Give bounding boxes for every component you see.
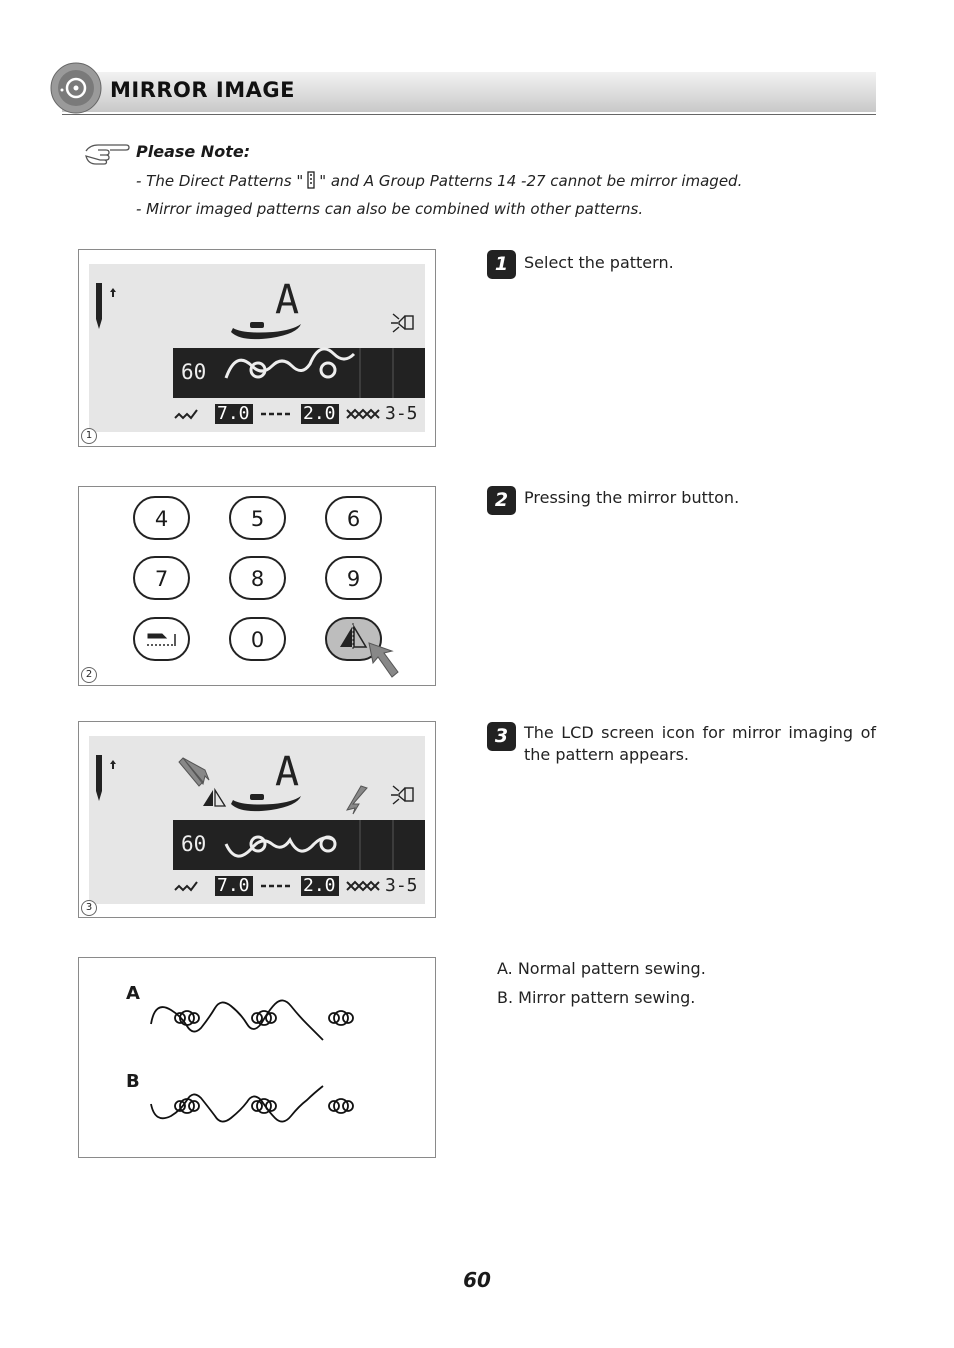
- lcd-pattern-number: 60: [181, 832, 207, 856]
- note-line-2: - Mirror imaged patterns can also be combined with other patterns.: [136, 200, 644, 218]
- step-3-badge: 3: [487, 722, 516, 751]
- figure-keypad: [78, 486, 436, 686]
- key-8-label[interactable]: 8: [250, 567, 265, 591]
- foot-icon: [347, 410, 379, 418]
- figure-lcd-mirror: [78, 721, 436, 918]
- bobbin-icon: [50, 62, 102, 114]
- figure-sewing-results: [78, 957, 436, 1158]
- needle-icon: [96, 283, 116, 329]
- note-line-1-start: - The Direct Patterns ": [136, 172, 304, 190]
- speaker-icon: [391, 314, 413, 332]
- key-7-label[interactable]: 7: [154, 567, 169, 591]
- lcd-group-letter: A: [275, 749, 300, 795]
- figure-lcd-select: [78, 249, 436, 447]
- key-0-label[interactable]: 0: [250, 628, 265, 652]
- lcd-screen-mirror: [89, 736, 425, 904]
- page-title: MIRROR IMAGE: [110, 78, 295, 102]
- lcd-foot-value: 3-5: [385, 875, 418, 896]
- key-direct: [134, 618, 189, 660]
- note-line-1: [136, 171, 742, 190]
- straight-stitch-icon: [306, 171, 316, 189]
- key-5-label[interactable]: 5: [250, 507, 265, 531]
- lcd-width-value: 7.0: [217, 403, 250, 424]
- arrow-to-pattern-icon: [347, 786, 367, 814]
- step-1-text: Select the pattern.: [524, 253, 674, 272]
- result-a-text: A. Normal pattern sewing.: [497, 959, 706, 978]
- step-1-badge: 1: [487, 250, 516, 279]
- key-4-label[interactable]: 4: [154, 507, 169, 531]
- width-stitch-icon: [175, 882, 197, 890]
- step-2-text: Pressing the mirror button.: [524, 488, 740, 507]
- mirror-stitch-sample: [151, 1086, 353, 1122]
- page-number: 60: [463, 1268, 491, 1292]
- lcd-width-value: 7.0: [217, 875, 250, 896]
- key-9-label[interactable]: 9: [346, 567, 361, 591]
- lcd-length-value: 2.0: [303, 875, 336, 896]
- note-line-1-end: " and A Group Patterns 14 -27 cannot be mirror imaged.: [319, 172, 743, 190]
- pattern-display: [173, 820, 425, 870]
- speaker-icon: [391, 786, 413, 804]
- cursor-arrow-icon: [369, 643, 398, 677]
- figure-number-1: 1: [81, 428, 97, 444]
- header-underline: [62, 114, 876, 115]
- arrow-to-mirror-icon: [179, 758, 209, 786]
- lcd-group-letter: A: [275, 277, 300, 323]
- step-3-text: The LCD screen icon for mirror imaging of the pattern appears.: [524, 723, 876, 764]
- label-b: B: [126, 1071, 140, 1092]
- note-title: Please Note:: [136, 142, 251, 161]
- width-stitch-icon: [175, 410, 197, 418]
- lcd-length-value: 2.0: [303, 403, 336, 424]
- lcd-pattern-number: 60: [181, 360, 207, 384]
- label-a: A: [126, 983, 140, 1004]
- normal-stitch-sample: [151, 1000, 353, 1040]
- foot-icon: [347, 882, 379, 890]
- mirror-indicator-icon: [203, 790, 225, 806]
- lcd-foot-value: 3-5: [385, 403, 418, 424]
- step-2-badge: 2: [487, 486, 516, 515]
- presser-foot-icon: [231, 794, 301, 811]
- lcd-screen: [89, 264, 425, 432]
- pointing-hand-icon: [84, 141, 130, 165]
- result-b-text: B. Mirror pattern sewing.: [497, 988, 696, 1007]
- pattern-display: [173, 348, 425, 398]
- figure-number-3: 3: [81, 900, 97, 916]
- presser-foot-icon: [231, 322, 301, 339]
- needle-icon: [96, 755, 116, 801]
- figure-number-2: 2: [81, 667, 97, 683]
- key-6-label[interactable]: 6: [346, 507, 361, 531]
